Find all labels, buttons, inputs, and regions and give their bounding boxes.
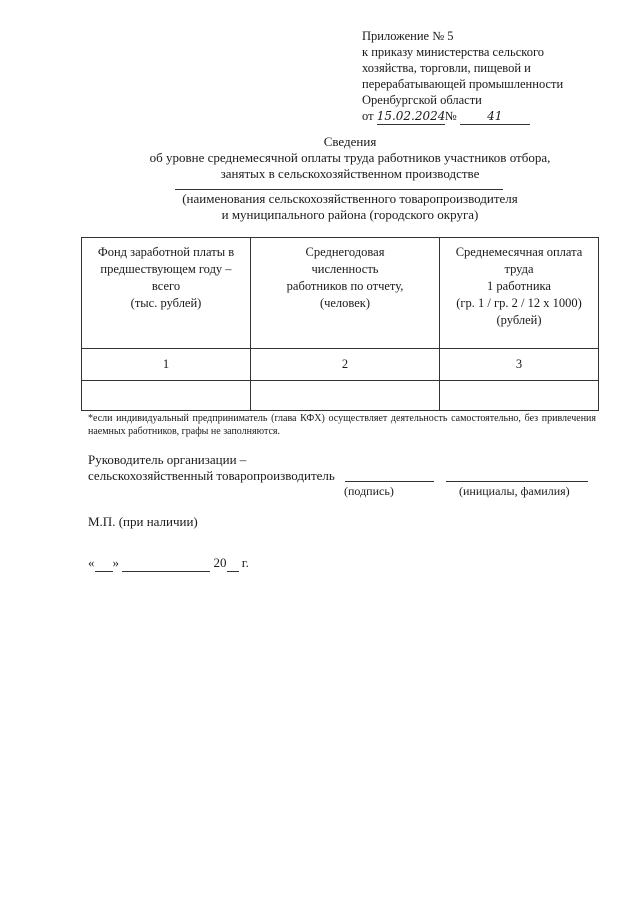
- header-headcount: [251, 238, 440, 349]
- appendix-ministry-line: хозяйства, торговли, пищевой и: [362, 61, 531, 75]
- wage-table: [81, 237, 599, 411]
- year-prefix: 20: [213, 555, 227, 570]
- head-label-line2: сельскохозяйственный товаропроизводитель: [88, 468, 335, 483]
- head-label-line1: Руководитель организации –: [88, 452, 247, 467]
- date-open-quote: «: [88, 555, 95, 570]
- from-label: от: [362, 109, 374, 123]
- footnote: *если индивидуальный предприниматель (глава КФХ) осуществляет деятельность самостоятельно, без привлечения наемных работников, графы не заполняются.: [88, 413, 596, 437]
- full-name-field-line[interactable]: [446, 481, 588, 482]
- header-line: труда: [504, 262, 534, 276]
- signature-caption: (подпись): [344, 484, 394, 498]
- header-line: 1 работника: [487, 279, 551, 293]
- day-field[interactable]: [95, 555, 113, 572]
- header-line: (гр. 1 / гр. 2 / 12 х 1000): [456, 296, 582, 310]
- producer-name-hint-line1: (наименования сельскохозяйственного товаропроизводителя: [182, 191, 518, 206]
- year-field[interactable]: [227, 555, 239, 572]
- table-header-row: [82, 238, 599, 349]
- header-avg-monthly-pay: [440, 238, 599, 349]
- table-column-number-row: [82, 349, 599, 381]
- cell-wage-fund-input[interactable]: [82, 381, 251, 411]
- header-line: Среднегодовая: [305, 245, 385, 259]
- header-line: численность: [311, 262, 379, 276]
- document-title: [60, 134, 639, 182]
- cell-headcount-input[interactable]: [251, 381, 440, 411]
- order-number-handwritten: 41: [460, 108, 530, 125]
- table-data-row: [82, 381, 599, 411]
- full-name-caption: (инициалы, фамилия): [459, 484, 570, 498]
- appendix-date-line: [362, 108, 632, 125]
- date-line: [88, 555, 249, 572]
- appendix-industry-line: перерабатывающей промышленности: [362, 77, 564, 91]
- producer-name-field-line[interactable]: [175, 189, 503, 190]
- header-line: (рублей): [496, 313, 542, 327]
- number-label: №: [444, 109, 457, 123]
- appendix-number: Приложение № 5: [362, 29, 454, 43]
- signature-field-line[interactable]: [345, 481, 434, 482]
- header-line: (тыс. рублей): [130, 296, 202, 310]
- date-close-quote: »: [112, 555, 119, 570]
- header-line: Среднемесячная оплата: [455, 245, 583, 259]
- appendix-order-line: к приказу министерства сельского: [362, 45, 545, 59]
- title-main: Сведения: [323, 134, 377, 149]
- header-wage-fund: [82, 238, 251, 349]
- title-subtitle-cont: занятых в сельскохозяйственном производстве: [220, 166, 480, 181]
- month-field[interactable]: [122, 555, 210, 572]
- order-date-handwritten: 15.02.2024: [376, 109, 446, 123]
- header-line: всего: [151, 279, 181, 293]
- column-number-1: 1: [82, 349, 251, 381]
- header-line: работников по отчету,: [286, 279, 404, 293]
- header-line: (человек): [319, 296, 371, 310]
- producer-name-hint: [60, 191, 639, 223]
- column-number-3: 3: [440, 349, 599, 381]
- appendix-header: [362, 28, 632, 125]
- title-subtitle: об уровне среднемесячной оплаты труда работников участников отбора,: [149, 150, 551, 165]
- stamp-label: М.П. (при наличии): [88, 514, 198, 529]
- header-line: предшествующем году –: [100, 262, 232, 276]
- header-line: Фонд заработной платы в: [97, 245, 235, 259]
- cell-avg-pay-input[interactable]: [440, 381, 599, 411]
- producer-name-hint-line2: и муниципального района (городского округа): [221, 207, 479, 222]
- column-number-2: 2: [251, 349, 440, 381]
- year-suffix: г.: [241, 555, 249, 570]
- appendix-region-line: Оренбургской области: [362, 93, 482, 107]
